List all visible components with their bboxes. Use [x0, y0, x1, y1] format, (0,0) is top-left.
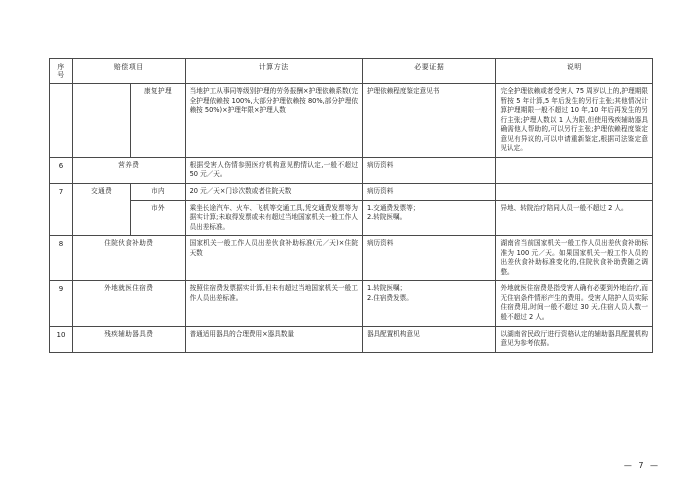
cell-seq: 6: [50, 157, 73, 183]
cell-method: 当地护工从事同等级别护理的劳务报酬×护理依赖系数(完全护理依赖按 100%,大部分护理依赖按 80%,部分护理依赖按 50%)×护理年限×护理人数: [185, 84, 362, 158]
cell-item-empty: [72, 84, 130, 158]
cell-need: 器具配置机构意见: [362, 326, 496, 352]
cell-need: 病历资料: [362, 157, 496, 183]
cell-need: 病历资料: [362, 184, 496, 201]
need-list-item: 2.住宿费发票。: [366, 293, 413, 302]
cell-note: 异地、转院治疗陪同人员一般不超过 2 人。: [496, 200, 653, 236]
table-row: [50, 236, 653, 281]
cell-note: [496, 157, 653, 183]
cell-seq: 8: [50, 236, 73, 281]
cell-need: [362, 200, 496, 236]
cell-note: 湖南省当前国家机关一般工作人员出差伙食补助标准为 100 元／天。如果国家机关一般工作人员的出差伙食补助标准变化的,住院伙食补助费随之调整。: [496, 236, 653, 281]
cell-item: 残疾辅助器具费: [72, 326, 185, 352]
table-row: [50, 184, 653, 201]
cell-item: 外地就医住宿费: [72, 281, 185, 326]
cell-note: [496, 184, 653, 201]
cell-item-sub: 市外: [131, 200, 185, 236]
header-method: 计算方法: [185, 59, 362, 84]
table-row: [50, 84, 653, 158]
cell-method: 按照住宿费发票据实计算,但未有超过当地国家机关一般工作人员出差标准。: [185, 281, 362, 326]
header-seq: [50, 59, 73, 84]
need-list-item: 2.转院医嘱。: [366, 213, 407, 222]
need-list: [367, 204, 492, 223]
compensation-table-wrapper: [49, 58, 653, 353]
cell-need: 护理依赖程度鉴定意见书: [362, 84, 496, 158]
cell-note: 以湖南省民政厅进行资格认定的辅助器具配置机构意见为参考依据。: [496, 326, 653, 352]
cell-need: [362, 281, 496, 326]
cell-item: 住院伙食补助费: [72, 236, 185, 281]
table-header-row: [50, 59, 653, 84]
header-item: 赔偿项目: [72, 59, 185, 84]
cell-seq: 9: [50, 281, 73, 326]
header-note: 说明: [496, 59, 653, 84]
cell-item: 营养费: [72, 157, 185, 183]
table-row: [50, 157, 653, 183]
cell-note: 完全护理依赖或者受害人 75 周岁以上的,护理期限暂按 5 年计算,5 年后发生的另行主张;其他情况计算护理期限一般不超过 10 年,10 年后再发生的另行主张;护理人数以 1 人为限,但使用残疾辅助器具确需他人帮助的,可以另行主张;护理依赖程度鉴定意见有异议的,可以申请重新鉴定,根据司法鉴定意见认定。: [496, 84, 653, 158]
need-list: [367, 284, 492, 303]
cell-need: 病历资料: [362, 236, 496, 281]
table-row: [50, 326, 653, 352]
cell-method: 根据受害人伤情参照医疗机构意见酌情认定,一般不超过 50 元／天。: [185, 157, 362, 183]
page-number: — 7 —: [623, 461, 660, 470]
cell-note: 外地就医住宿费是指受害人确有必要到外地治疗,而无住宿条件情形产生的费用。受害人陪护人员实际住宿费用,时间一般不超过 30 天,住宿人员人数一般不超过 2 人。: [496, 281, 653, 326]
table-row: [50, 281, 653, 326]
cell-item-sub: 市内: [131, 184, 185, 201]
header-need: 必要证据: [362, 59, 496, 84]
cell-item: 交通费: [72, 184, 130, 236]
cell-item-sub: 康复护理: [131, 84, 185, 158]
cell-method: 普通适用器具的合理费用×器具数量: [185, 326, 362, 352]
cell-method: 国家机关一般工作人员出差伙食补助标准(元／天)×住院天数: [185, 236, 362, 281]
need-list-item: 1.交通费发票等；: [366, 203, 420, 212]
cell-seq: [50, 84, 73, 158]
need-list-item: 1.转院医嘱；: [366, 284, 407, 293]
header-seq-line1: 序: [57, 63, 65, 71]
cell-seq: 7: [50, 184, 73, 236]
cell-seq: 10: [50, 326, 73, 352]
cell-method: 20 元／天×门诊次数或者住院天数: [185, 184, 362, 201]
table-row: [50, 200, 653, 236]
header-seq-line2: 号: [57, 71, 65, 80]
compensation-table: [49, 58, 653, 353]
cell-method: 乘坐长途汽车、火车、飞机等交通工具,凭交通费发票等为据实计算;未取得发票或未有超过当地国家机关一般工作人员出差标准。: [185, 200, 362, 236]
